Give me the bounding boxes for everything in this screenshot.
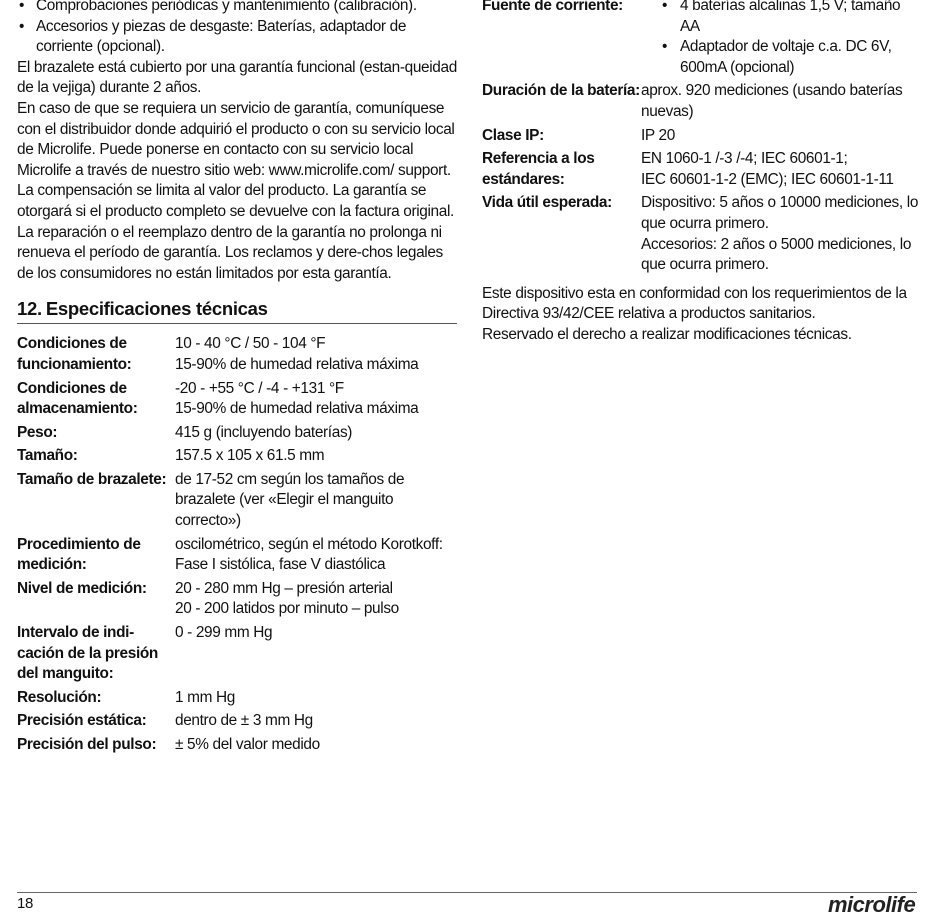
spec-key: Tamaño: bbox=[17, 447, 78, 465]
spec-line: de 17-52 cm según los tamaños de brazalete (ver «Elegir el manguito correcto») bbox=[175, 470, 405, 530]
spec-key: Fuente de corriente: bbox=[482, 0, 623, 14]
specs-table-continued bbox=[482, 0, 922, 276]
warranty-exclusions-list bbox=[17, 0, 457, 58]
cuff-warranty-paragraph: El brazalete está cubierto por una garantía funcional (estan-queidad de la vejiga) durante 2 años. bbox=[17, 58, 457, 97]
spec-line: oscilométrico, según el método Korotkoff: Fase I sistólica, fase V diastólica bbox=[175, 535, 443, 574]
page-number: 18 bbox=[17, 895, 33, 912]
spec-value bbox=[175, 467, 457, 532]
spec-value bbox=[641, 123, 922, 147]
spec-line: EN 1060-1 /-3 /-4; IEC 60601-1; bbox=[641, 150, 848, 168]
conformity-paragraph: Este dispositivo esta en conformidad con los requerimientos de la Directiva 93/42/CEE relativa a productos sanitarios. bbox=[482, 284, 907, 323]
spec-value bbox=[175, 708, 457, 732]
spec-line: 10 - 40 °C / 50 - 104 °F bbox=[175, 335, 326, 353]
table-row bbox=[482, 190, 922, 275]
table-row bbox=[482, 78, 922, 122]
compensation-paragraph: La compensación se limita al valor del producto. La garantía se otorgará si el producto completo se devuelve con la factura original. La reparación o el reemplazo dentro de la garantía no prolonga ni renueva el período de garantía. Los reclamos y dere-chos legales de los consumidores no están limitados por esta garantía. bbox=[17, 182, 454, 282]
spec-line: 15-90% de humedad relativa máxima bbox=[175, 400, 419, 418]
spec-key: Vida útil esperada: bbox=[482, 194, 612, 212]
spec-value bbox=[175, 420, 457, 444]
footer-divider bbox=[17, 892, 917, 893]
spec-line: 1 mm Hg bbox=[175, 688, 235, 706]
spec-value bbox=[641, 78, 922, 122]
table-row bbox=[17, 420, 457, 444]
spec-value bbox=[641, 146, 922, 190]
table-row bbox=[482, 146, 922, 190]
spec-value bbox=[641, 190, 922, 275]
spec-value bbox=[641, 0, 922, 78]
power-source-list bbox=[641, 0, 922, 78]
warranty-service-paragraph: En caso de que se requiera un servicio de garantía, comuníquese con el distribuidor donde adquirió el producto o con su servicio local de Microlife. Puede ponerse en contacto con su servicio local Microlife a través de nuestro sitio web: www.microlife.com/ support. bbox=[17, 99, 455, 179]
spec-key: Referencia a los estándares: bbox=[482, 150, 595, 188]
spec-key: Precisión estática: bbox=[17, 712, 147, 730]
specs-table bbox=[17, 334, 457, 755]
spec-key: Peso: bbox=[17, 423, 58, 441]
modifications-note: Reservado el derecho a realizar modificaciones técnicas. bbox=[482, 325, 852, 343]
spec-key: Resolución: bbox=[17, 688, 102, 706]
spec-value bbox=[175, 443, 457, 467]
microlife-logo: microlife bbox=[828, 892, 916, 917]
spec-line: IP 20 bbox=[641, 126, 675, 144]
table-row bbox=[17, 467, 457, 532]
spec-line: 157.5 x 105 x 61.5 mm bbox=[175, 447, 325, 465]
list-item: • Accesorios y piezas de desgaste: Baterías, adaptador de corriente (opcional). bbox=[17, 17, 457, 58]
spec-key: Intervalo de indi-cación de la presión del manguito: bbox=[17, 624, 158, 683]
table-row bbox=[17, 708, 457, 732]
spec-line: Dispositivo: 5 años o 10000 mediciones, lo que ocurra primero. bbox=[641, 194, 919, 232]
spec-line: ± 5% del valor medido bbox=[175, 736, 320, 753]
table-row bbox=[17, 376, 457, 420]
spec-key: Condiciones de almacenamiento: bbox=[17, 379, 138, 418]
section-number: 12. bbox=[17, 298, 42, 320]
table-row bbox=[482, 0, 922, 78]
list-item: • Comprobaciones periódicas y mantenimiento (calibración). bbox=[17, 0, 457, 17]
left-column bbox=[17, 0, 457, 756]
spec-key: Condiciones de funcionamiento: bbox=[17, 335, 132, 373]
spec-key: Duración de la batería: bbox=[482, 82, 640, 100]
spec-value bbox=[175, 620, 457, 685]
spec-line: dentro de ± 3 mm Hg bbox=[175, 712, 313, 730]
table-row bbox=[17, 685, 457, 709]
spec-line: 15-90% de humedad relativa máxima bbox=[175, 355, 419, 373]
spec-key: Nivel de medición: bbox=[17, 579, 147, 597]
spec-value bbox=[175, 685, 457, 709]
spec-key: Tamaño de brazalete: bbox=[17, 470, 167, 488]
table-row bbox=[17, 576, 457, 620]
spec-line: aprox. 920 mediciones (usando baterías nuevas) bbox=[641, 82, 903, 120]
list-item: • Adaptador de voltaje c.a. DC 6V, 600mA (opcional) bbox=[641, 37, 922, 78]
table-row bbox=[17, 532, 457, 576]
table-row bbox=[482, 123, 922, 147]
table-row bbox=[17, 732, 457, 756]
section-title: Especificaciones técnicas bbox=[45, 298, 268, 320]
spec-value bbox=[175, 532, 457, 576]
spec-line: 20 - 200 latidos por minuto – pulso bbox=[175, 600, 399, 618]
list-item: • 4 baterías alcalinas 1,5 V; tamaño AA bbox=[641, 0, 922, 37]
spec-key: Precisión del pulso: bbox=[17, 736, 157, 753]
spec-value bbox=[175, 732, 457, 756]
spec-value bbox=[175, 576, 457, 620]
spec-key: Clase IP: bbox=[482, 126, 544, 144]
spec-line: Accesorios: 2 años o 5000 mediciones, lo que ocurra primero. bbox=[641, 235, 912, 274]
spec-value bbox=[175, 376, 457, 420]
spec-value bbox=[175, 334, 457, 375]
spec-line: -20 - +55 °C / -4 - +131 °F bbox=[175, 379, 344, 397]
table-row bbox=[17, 334, 457, 375]
table-row bbox=[17, 620, 457, 685]
spec-line: 415 g (incluyendo baterías) bbox=[175, 423, 353, 441]
spec-key: Procedimiento de medición: bbox=[17, 535, 141, 574]
spec-line: 0 - 299 mm Hg bbox=[175, 624, 273, 642]
spec-line: 20 - 280 mm Hg – presión arterial bbox=[175, 579, 393, 597]
spec-line: IEC 60601-1-2 (EMC); IEC 60601-1-11 bbox=[641, 170, 894, 188]
right-column bbox=[482, 0, 922, 346]
section-heading bbox=[17, 298, 457, 324]
table-row bbox=[17, 443, 457, 467]
